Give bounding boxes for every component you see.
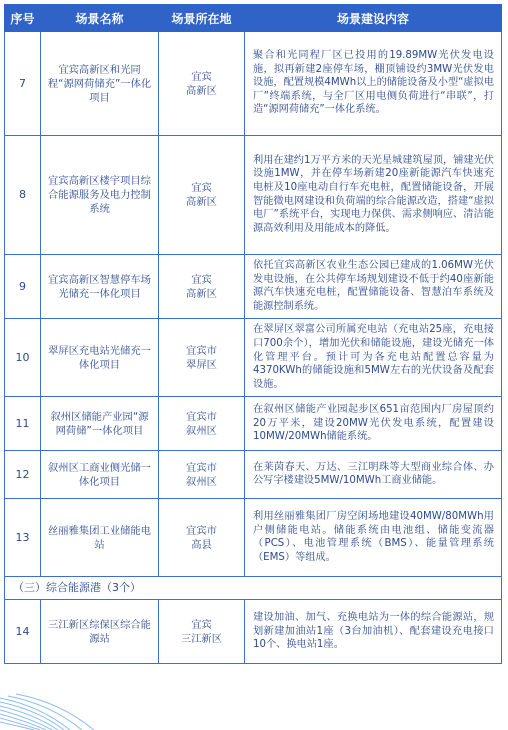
- scene-name: 叙州区工商业侧光储一体化项目: [41, 451, 159, 499]
- row-number: 9: [5, 255, 41, 319]
- scene-location: 宜宾市 叙州区: [159, 397, 245, 451]
- scene-location: 宜宾 三江新区: [159, 600, 245, 664]
- section-row: [5, 577, 502, 600]
- scene-location: 宜宾 高新区: [159, 136, 245, 255]
- scene-location: 宜宾市 高县: [159, 499, 245, 577]
- scene-name: 宜宾高新区楼宇项目综合能源服务及电力控制系统: [41, 136, 159, 255]
- row-number: 7: [5, 32, 41, 136]
- scene-content: 在莱茵春天、万达、三江明珠等大型商业综合体、办公写字楼建设5MW/10MWh工商业储能。: [245, 451, 502, 499]
- scene-name: 宜宾高新区和光同程“源网荷储充”一体化项目: [41, 32, 159, 136]
- row-number: 12: [5, 451, 41, 499]
- decorative-wave-graphic: [0, 686, 130, 730]
- scene-name: 丝丽雅集团工业储能电站: [41, 499, 159, 577]
- scene-name: 宜宾高新区智慧停车场光储充一体化项目: [41, 255, 159, 319]
- scene-location: 宜宾市 叙州区: [159, 451, 245, 499]
- scene-content: 在叙州区储能产业园起步区651亩范围内厂房屋顶约20万平米，建设20MW光伏发电系统，配置建设10MW/20MWh储能系统。: [245, 397, 502, 451]
- table-row: [5, 451, 502, 499]
- scene-name: 三江新区综保区综合能源站: [41, 600, 159, 664]
- section-label: （三）综合能源港（3个）: [5, 577, 502, 600]
- table-row: [5, 136, 502, 255]
- row-number: 11: [5, 397, 41, 451]
- row-number: 10: [5, 319, 41, 397]
- row-number: 13: [5, 499, 41, 577]
- header-location: 场景所在地: [159, 5, 245, 32]
- header-content: 场景建设内容: [245, 5, 502, 32]
- table-row: [5, 319, 502, 397]
- scene-location: 宜宾 高新区: [159, 32, 245, 136]
- project-table: [4, 4, 502, 664]
- scene-content: 利用丝丽雅集团厂房空闲场地建设40MW/80MWh用户侧储能电站。储能系统由电池组、储能变流器（PCS）、电池管理系统（BMS）、能量管理系统（EMS）等组成。: [245, 499, 502, 577]
- table-header-row: [5, 5, 502, 32]
- header-scene-name: 场景名称: [41, 5, 159, 32]
- scene-content: 利用在建约1万平方米的天光星城建筑屋顶，铺建光伏设施1MW，并在停车场新建20座新能源汽车快速充电桩及10座电动自行车充电桩，配置储能设备，开展智能微电网建设和负荷端的综合能源改造，搭建“虚拟电厂”系统平台，实现电力保供、需求侧响应、清洁能源高效利用及用能成本的降低。: [245, 136, 502, 255]
- table-row: [5, 255, 502, 319]
- table-row: [5, 499, 502, 577]
- scene-content: 依托宜宾高新区农业生态公园已建成的1.06MW光伏发电设施，在公共停车场规划建设不低于约40座新能源汽车快速充电桩，配置储能设备、智慧泊车系统及能源控制系统。: [245, 255, 502, 319]
- table-row: [5, 32, 502, 136]
- scene-location: 宜宾 高新区: [159, 255, 245, 319]
- scene-location: 宜宾市 翠屏区: [159, 319, 245, 397]
- scene-content: 聚合和光同程厂区已投用的19.89MW光伏发电设施，拟再新建2座停车场，棚顶铺设约3MW光伏发电设施，配置规模4MWh以上的储能设备及小型“虚拟电厂”终端系统，与全厂区用电侧负荷进行“串联”，打造“源网荷储充”一体化系统。: [245, 32, 502, 136]
- scene-name: 叙州区储能产业园“源网荷储”一体化项目: [41, 397, 159, 451]
- scene-name: 翠屏区充电站光储充一体化项目: [41, 319, 159, 397]
- table-row: [5, 397, 502, 451]
- header-number: 序号: [5, 5, 41, 32]
- scene-content: 在翠屏区翠富公司所属充电站（充电站25座，充电接口700余个），增加光伏和储能设施，建设光储充一体化管理平台。预计可为各充电站配置总容量为4370KWh的储能设施和5MW左右的光伏设备及配套设施。: [245, 319, 502, 397]
- row-number: 8: [5, 136, 41, 255]
- row-number: 14: [5, 600, 41, 664]
- table-row: [5, 600, 502, 664]
- scene-content: 建设加油、加气、充换电站为一体的综合能源站，规划新建加油站1座（3台加油机）、配套建设充电接口10个、换电站1座。: [245, 600, 502, 664]
